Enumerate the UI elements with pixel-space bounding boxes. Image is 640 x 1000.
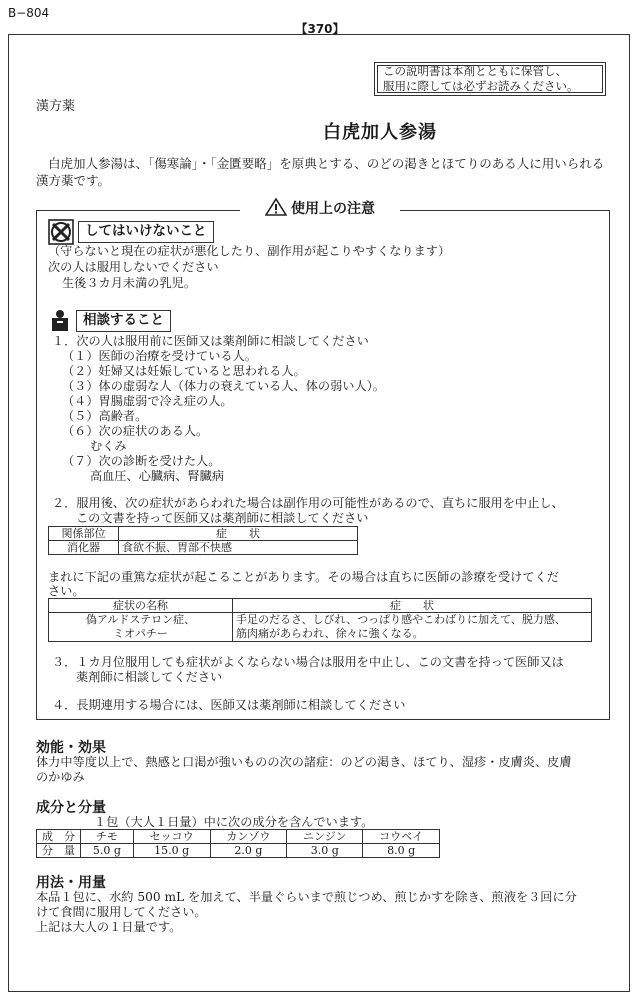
document-code: B−804: [8, 6, 50, 20]
consult-s2-line: この文書を持って医師又は薬剤師に相談してください: [76, 511, 369, 525]
efficacy-line: のかゆみ: [36, 770, 85, 784]
consult-s1-item: （３）体の虚弱な人（体力の衰えている人、体の弱い人）。: [62, 379, 385, 393]
efficacy-heading: 効能・効果: [36, 740, 106, 756]
ingredient-name: セッコウ: [133, 830, 210, 844]
consult-s1-item: （１）医師の治療を受けている人。: [62, 349, 257, 363]
cell-line: 偽アルドステロン症、: [85, 613, 196, 626]
table-header-row: [49, 599, 592, 613]
table-row: [49, 613, 592, 642]
ingredient-amount: 8.0 g: [363, 844, 440, 858]
notice-line: この説明書は本剤とともに保管し、: [383, 64, 567, 78]
table-row: [49, 541, 358, 555]
efficacy-line: 体力中等度以上で、熱感と口渇が強いものの次の諸症：のどの渇き、ほてり、湿疹・皮膚炎、皮膚: [36, 755, 572, 769]
ingredients-amount-row: [37, 844, 440, 858]
consult-s2-line: ２．服用後、次の症状があらわれた場合は副作用の可能性があるので、直ちに服用を中止し、: [52, 496, 564, 510]
table-cell: 食欲不振、胃部不快感: [119, 541, 358, 555]
prohibited-lead: 次の人は服用しないでください: [48, 260, 219, 274]
consult-s1-item: （６）次の症状のある人。: [62, 424, 209, 438]
table-cell: [233, 613, 592, 642]
storage-notice: [374, 62, 606, 96]
pharmacist-icon: [50, 308, 70, 335]
ingredient-amount: 2.0 g: [210, 844, 287, 858]
serious-effects-table: [48, 598, 592, 642]
prohibited-item: 生後３カ月未満の乳児。: [62, 276, 197, 290]
consult-s3-line: ３．１カ月位服用しても症状がよくならない場合は服用を中止し、この文書を持って医師又は: [52, 655, 564, 669]
prohibited-heading: してはいけないこと: [78, 221, 214, 243]
table-cell: 消化器: [49, 541, 119, 555]
ingredient-amount: 15.0 g: [133, 844, 210, 858]
ingredient-name: カンゾウ: [210, 830, 287, 844]
product-intro: 白虎加人参湯は、「傷寒論」・「金匱要略」を原典とする、のどの渇きとほてりのある人に用いられる漢方薬です。: [36, 156, 605, 188]
prohibited-note: （守らないと現在の症状が悪化したり、副作用が起こりやすくなります）: [48, 244, 451, 258]
ingredients-lead: １包（大人１日量）中に次の成分を含んでいます。: [94, 815, 374, 829]
caution-title: 使用上の注意: [291, 201, 375, 217]
usage-line: 上記は大人の１日量です。: [36, 920, 182, 934]
row-label: 成 分: [37, 830, 81, 844]
product-title: 白虎加人参湯: [323, 122, 437, 143]
ingredients-name-row: [37, 830, 440, 844]
table-header-cell: 関係部位: [49, 527, 119, 541]
table-header-cell: 症 状: [119, 527, 358, 541]
rare-warning-line: まれに下記の重篤な症状が起こることがあります。その場合は直ちに医師の診療を受けてくだ: [48, 570, 559, 584]
usage-line: けて食間に服用してください。: [36, 905, 207, 919]
consult-s1-item: （４）胃腸虚弱で冷え症の人。: [62, 394, 233, 408]
table-cell: [49, 613, 233, 642]
ingredient-name: チモ: [81, 830, 134, 844]
page-number: 【370】: [295, 22, 345, 36]
category-label: 漢方薬: [36, 99, 76, 114]
consult-s1-subitem: 高血圧、心臓病、腎臓病: [90, 469, 225, 483]
consult-s3-line: 薬剤師に相談してください: [76, 670, 223, 684]
usage-line: 本品１包に、水約 500 mL を加えて、半量ぐらいまで煎じつめ、煎じかすを除き、煎液を３回に分: [36, 890, 577, 904]
ingredients-table: [36, 829, 440, 858]
table-header-cell: 症状の名称: [49, 599, 233, 613]
cell-line: 手足のだるさ、しびれ、つっぱり感やこわばりに加えて、脱力感、: [236, 613, 566, 626]
cell-line: 筋肉痛があらわれ、徐々に強くなる。: [236, 627, 424, 640]
ingredient-amount: 3.0 g: [287, 844, 363, 858]
consult-heading: 相談すること: [76, 310, 171, 332]
ingredient-name: ニンジン: [287, 830, 363, 844]
ingredient-amount: 5.0 g: [81, 844, 134, 858]
rare-warning-line: さい。: [48, 584, 85, 598]
consult-s1-subitem: むくみ: [90, 439, 127, 453]
usage-heading: 用法・用量: [36, 875, 106, 891]
warning-triangle-icon: [265, 198, 287, 220]
notice-line: 服用に際しては必ずお読みください。: [383, 79, 579, 93]
consult-s1-item: （５）高齢者。: [62, 409, 148, 423]
ingredients-heading: 成分と分量: [36, 800, 106, 816]
consult-s1-item: （２）妊婦又は妊娠していると思われる人。: [62, 364, 306, 378]
row-label: 分 量: [37, 844, 81, 858]
consult-s1-item: （７）次の診断を受けた人。: [62, 454, 221, 468]
consult-s1-title: １．次の人は服用前に医師又は薬剤師に相談してください: [52, 334, 369, 348]
cell-line: ミオパチー: [113, 627, 168, 640]
caution-heading: [240, 198, 400, 220]
table-header-cell: 症 状: [233, 599, 592, 613]
table-header-row: [49, 527, 358, 541]
consult-s4: ４．長期連用する場合には、医師又は薬剤師に相談してください: [52, 698, 406, 712]
ingredient-name: コウベイ: [363, 830, 440, 844]
side-effects-table: [48, 526, 358, 555]
